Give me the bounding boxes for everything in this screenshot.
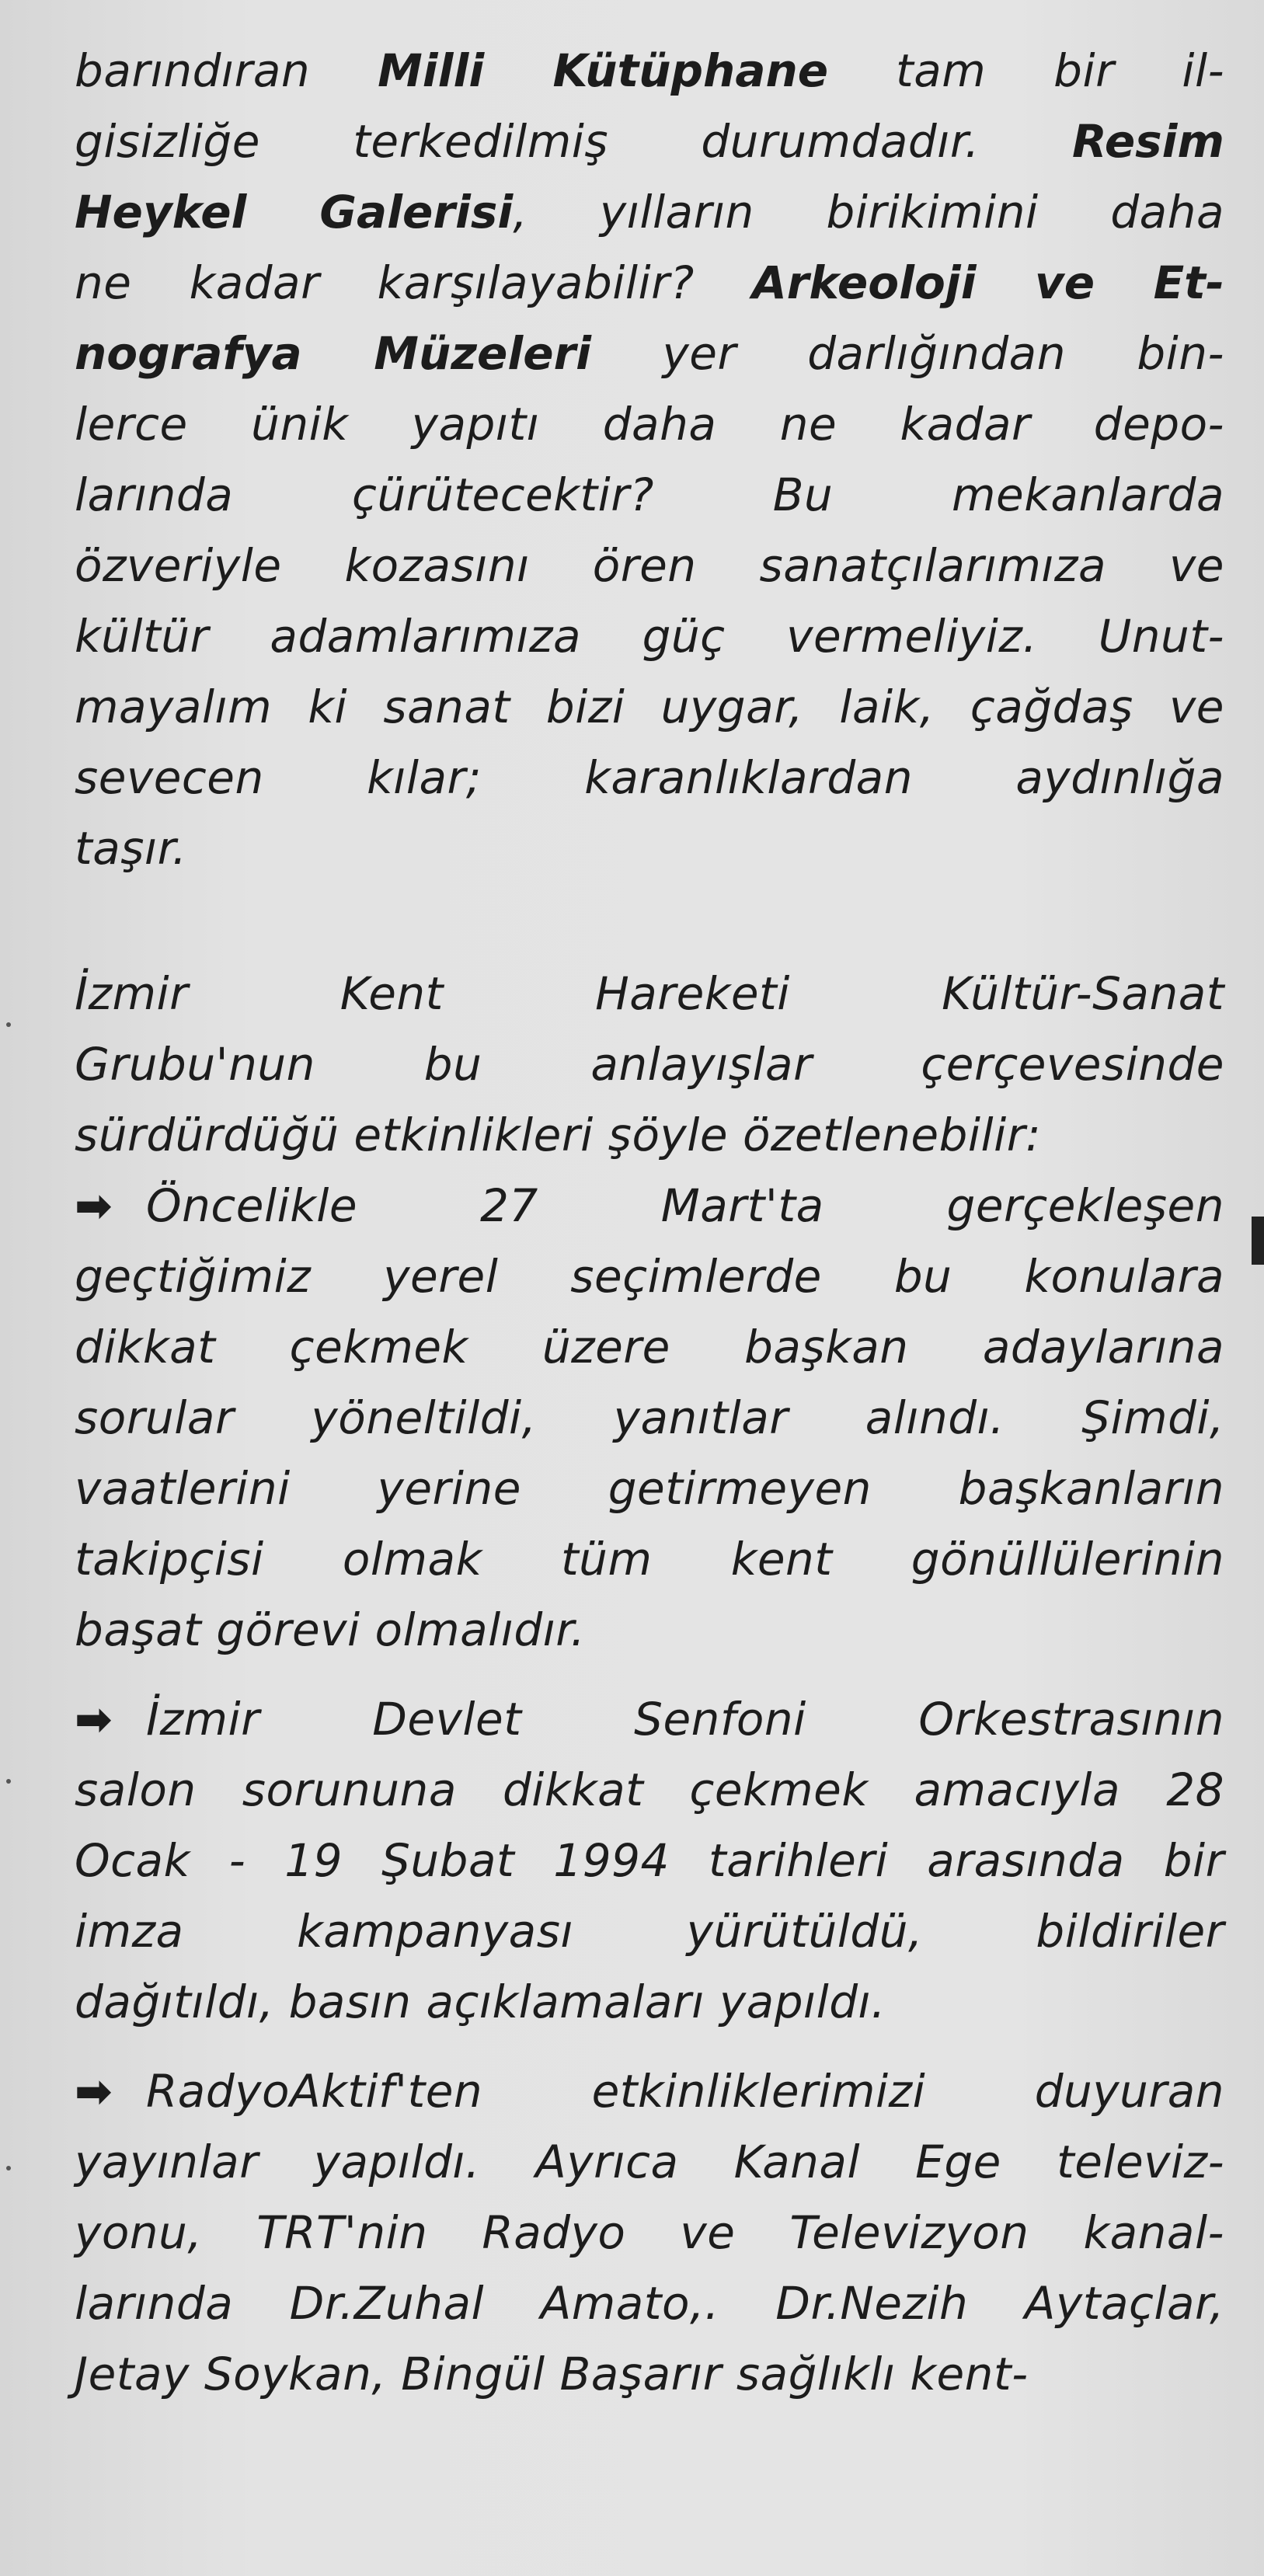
bold-term: nografya Müzeleri bbox=[75, 327, 592, 380]
text-run: geçtiğimiz yerel seçimlerde bu konulara bbox=[75, 1250, 1224, 1303]
bullet-gap bbox=[75, 2038, 1224, 2056]
bullet-item bbox=[75, 1171, 1224, 1666]
text-line: Grubu'nun bu anlayışlar çerçevesinde bbox=[75, 1038, 1224, 1091]
text-run: yayınlar yapıldı. Ayrıca Kanal Ege televiz- bbox=[75, 2136, 1224, 2188]
article-column bbox=[75, 36, 1224, 2410]
bullet-item bbox=[75, 1684, 1224, 2038]
margin-dot bbox=[6, 2166, 11, 2170]
arrow-icon: ➡ bbox=[75, 1693, 108, 1746]
text-run: imza kampanyası yürütüldü, bildiriler bbox=[75, 1905, 1224, 1958]
text-run: sorular yöneltildi, yanıtlar alındı. Şimdi, bbox=[75, 1391, 1224, 1444]
page-edge-mark bbox=[1252, 1217, 1264, 1265]
paragraph-gap bbox=[75, 884, 1224, 959]
text-run: takipçisi olmak tüm kent gönüllülerinin bbox=[75, 1533, 1224, 1586]
bold-term: Heykel Galerisi bbox=[75, 186, 514, 238]
text-run: yer darlığından bin- bbox=[591, 327, 1224, 380]
text-run: taşır. bbox=[75, 822, 187, 875]
text-line bbox=[75, 2339, 1224, 2410]
text-line bbox=[75, 813, 1224, 884]
text-run: lerce ünik yapıtı daha ne kadar depo- bbox=[75, 398, 1224, 451]
text-run: larında çürütecektir? Bu mekanlarda bbox=[75, 468, 1224, 521]
text-line bbox=[75, 601, 1224, 672]
text-run: sevecen kılar; karanlıklardan aydınlığa bbox=[75, 751, 1224, 804]
paragraph-activities-intro bbox=[75, 959, 1224, 1171]
text-line bbox=[75, 1312, 1224, 1383]
arrow-icon: ➡ bbox=[75, 1179, 108, 1232]
text-run: özveriyle kozasını ören sanatçılarımıza ve bbox=[75, 539, 1224, 592]
text-run: gisizliğe terkedilmiş durumdadır. bbox=[75, 115, 1073, 168]
text-line bbox=[75, 389, 1224, 460]
text-run: kültür adamlarımıza güç vermeliyiz. Unut- bbox=[75, 610, 1224, 663]
text-run: larında Dr.Zuhal Amato,. Dr.Nezih Aytaçlar, bbox=[75, 2277, 1224, 2330]
text-run: barındıran bbox=[75, 44, 378, 97]
text-run: salon sorununa dikkat çekmek amacıyla 28 bbox=[75, 1763, 1224, 1816]
text-run: dikkat çekmek üzere başkan adaylarına bbox=[75, 1321, 1224, 1373]
text-line: sürdürdüğü etkinlikleri şöyle özetlenebilir: bbox=[75, 1109, 1042, 1161]
bullet-gap bbox=[75, 1666, 1224, 1684]
text-line bbox=[75, 1171, 1224, 1241]
text-run: yonu, TRT'nin Radyo ve Televizyon kanal- bbox=[75, 2206, 1224, 2259]
text-line bbox=[75, 319, 1224, 389]
text-line: İzmir Kent Hareketi Kültür-Sanat bbox=[75, 967, 1224, 1020]
text-line bbox=[75, 1896, 1224, 1967]
text-line bbox=[75, 1967, 1224, 2038]
text-run: tam bir il- bbox=[828, 44, 1225, 97]
text-line bbox=[75, 1826, 1224, 1896]
text-run: ne kadar karşılayabilir? bbox=[75, 256, 752, 309]
text-line bbox=[75, 1241, 1224, 1312]
text-run: Jetay Soykan, Bingül Başarır sağlıklı kent- bbox=[75, 2348, 1029, 2400]
text-line bbox=[75, 531, 1224, 601]
text-run: İzmir Devlet Senfoni Orkestrasının bbox=[146, 1693, 1224, 1746]
activity-bullet-list bbox=[75, 1171, 1224, 2410]
text-line bbox=[75, 106, 1224, 177]
bold-term: Resim bbox=[1072, 115, 1224, 168]
margin-dot bbox=[6, 1022, 11, 1027]
text-run: dağıtıldı, basın açıklamaları yapıldı. bbox=[75, 1976, 886, 2028]
bold-term: Arkeoloji ve Et- bbox=[751, 256, 1224, 309]
text-run: vaatlerini yerine getirmeyen başkanların bbox=[75, 1462, 1224, 1515]
text-line bbox=[75, 1524, 1224, 1595]
text-line bbox=[75, 460, 1224, 531]
text-run: Öncelikle 27 Mart'ta gerçekleşen bbox=[146, 1179, 1224, 1232]
text-line bbox=[75, 1684, 1224, 1755]
text-line bbox=[75, 1755, 1224, 1826]
text-line bbox=[75, 672, 1224, 743]
text-line bbox=[75, 2056, 1224, 2127]
paragraph-cultural-institutions bbox=[75, 36, 1224, 884]
arrow-icon: ➡ bbox=[75, 2065, 108, 2118]
bold-term: Milli Kütüphane bbox=[378, 44, 829, 97]
text-run: , yılların birikimini daha bbox=[513, 186, 1224, 238]
text-line bbox=[75, 177, 1224, 248]
text-line bbox=[75, 1383, 1224, 1453]
text-line bbox=[75, 743, 1224, 813]
text-run: başat görevi olmalıdır. bbox=[75, 1603, 586, 1656]
text-line bbox=[75, 248, 1224, 319]
text-line bbox=[75, 2127, 1224, 2198]
text-line bbox=[75, 1453, 1224, 1524]
text-run: Ocak - 19 Şubat 1994 tarihleri arasında bir bbox=[75, 1834, 1224, 1887]
text-line bbox=[75, 1595, 1224, 1666]
bullet-item bbox=[75, 2056, 1224, 2410]
text-line bbox=[75, 36, 1224, 106]
text-line bbox=[75, 2198, 1224, 2268]
margin-dot bbox=[6, 1779, 11, 1784]
text-run: RadyoAktif'ten etkinliklerimizi duyuran bbox=[146, 2065, 1224, 2118]
text-line bbox=[75, 2268, 1224, 2339]
text-run: mayalım ki sanat bizi uygar, laik, çağdaş ve bbox=[75, 681, 1224, 733]
